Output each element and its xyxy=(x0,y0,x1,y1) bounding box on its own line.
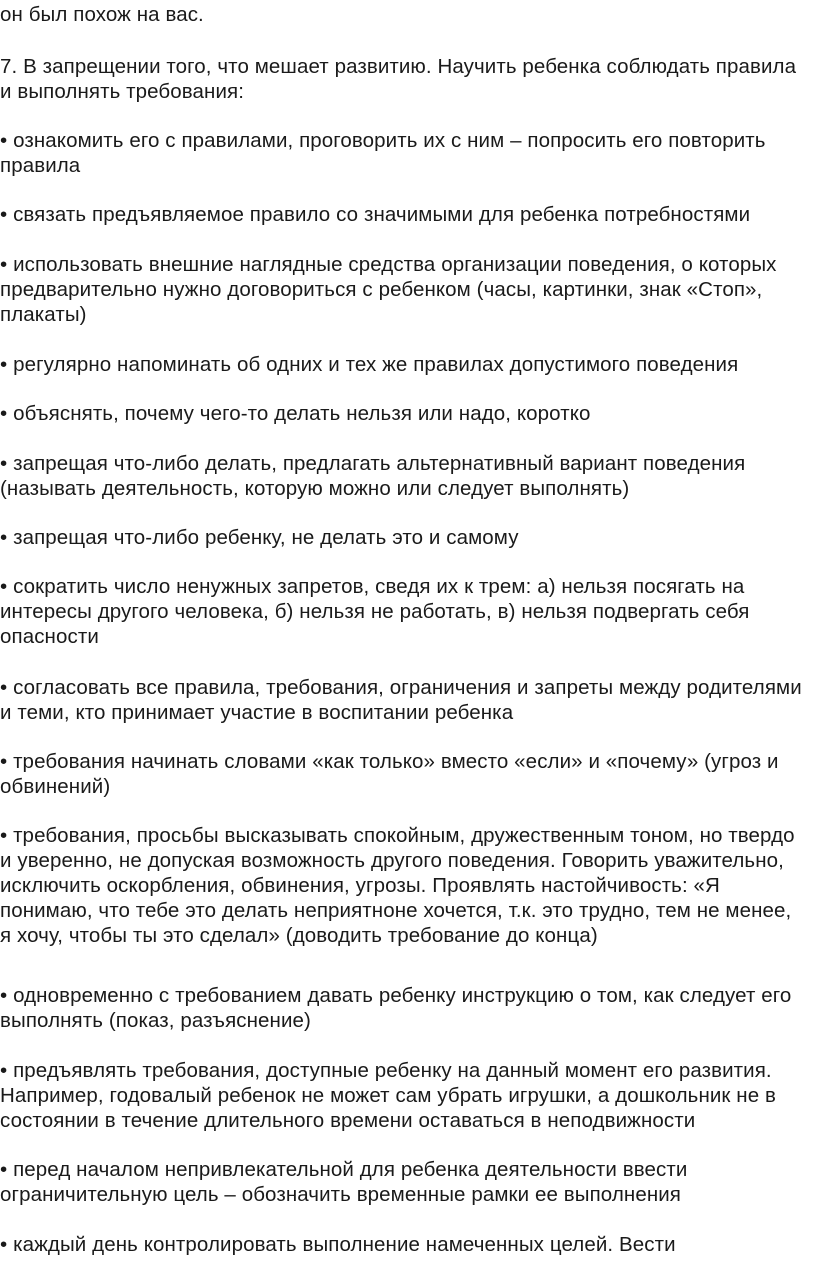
bullet-item: • использовать внешние наглядные средства организации поведения, о которых предварительно нужно договориться с ребенком (часы, картинки, знак «Стоп», плакаты) xyxy=(0,253,777,326)
bullet-item: • регулярно напоминать об одних и тех же правилах допустимого поведения xyxy=(0,353,739,376)
bullet-item: • запрещая что-либо делать, предлагать альтернативный вариант поведения (называть деятельность, которую можно или следует выполнять) xyxy=(0,452,746,500)
bullet-item: • объяснять, почему чего-то делать нельзя или надо, коротко xyxy=(0,402,591,425)
bullet-item: • перед началом непривлекательной для ребенка деятельности ввести ограничительную цель – обозначить временные рамки ее выполнения xyxy=(0,1158,688,1206)
paragraph-item-7: 7. В запрещении того, что мешает развитию. Научить ребенка соблюдать правила и выполнять требования: xyxy=(0,55,797,103)
bullet-item: • связать предъявляемое правило со значимыми для ребенка потребностями xyxy=(0,203,751,226)
bullet-item: • ознакомить его с правилами, проговорить их с ним – попросить его повторить правила xyxy=(0,129,766,177)
bullet-item: • каждый день контролировать выполнение намеченных целей. Вести xyxy=(0,1233,676,1256)
bullet-item: • требования начинать словами «как только» вместо «если» и «почему» (угроз и обвинений) xyxy=(0,750,779,798)
bullet-item: • требования, просьбы высказывать спокойным, дружественным тоном, но твердо и уверенно, не допуская возможность другого поведения. Говорить уважительно, исключить оскорбления, обвинения, угрозы. Проявлять настойчивость: «Я понимаю, что тебе это делать неприятноне хочется, т.к. это трудно, тем не менее, я хочу, чтобы ты это сделал» (доводить требование до конца) xyxy=(0,824,795,947)
paragraph-continuation: он был похож на вас. xyxy=(0,3,204,26)
bullet-item: • одновременно с требованием давать ребенку инструкцию о том, как следует его выполнять (показ, разъяснение) xyxy=(0,984,792,1032)
bullet-item: • запрещая что-либо ребенку, не делать это и самому xyxy=(0,526,519,549)
bullet-item: • предъявлять требования, доступные ребенку на данный момент его развития. Например, годовалый ребенок не может сам убрать игрушки, а дошкольник не в состоянии в течение длительного времени оставаться в неподвижности xyxy=(0,1059,776,1132)
bullet-item: • сократить число ненужных запретов, сведя их к трем: а) нельзя посягать на интересы другого человека, б) нельзя не работать, в) нельзя подвергать себя опасности xyxy=(0,575,750,648)
bullet-item: • согласовать все правила, требования, ограничения и запреты между родителями и теми, кто принимает участие в воспитании ребенка xyxy=(0,676,802,724)
